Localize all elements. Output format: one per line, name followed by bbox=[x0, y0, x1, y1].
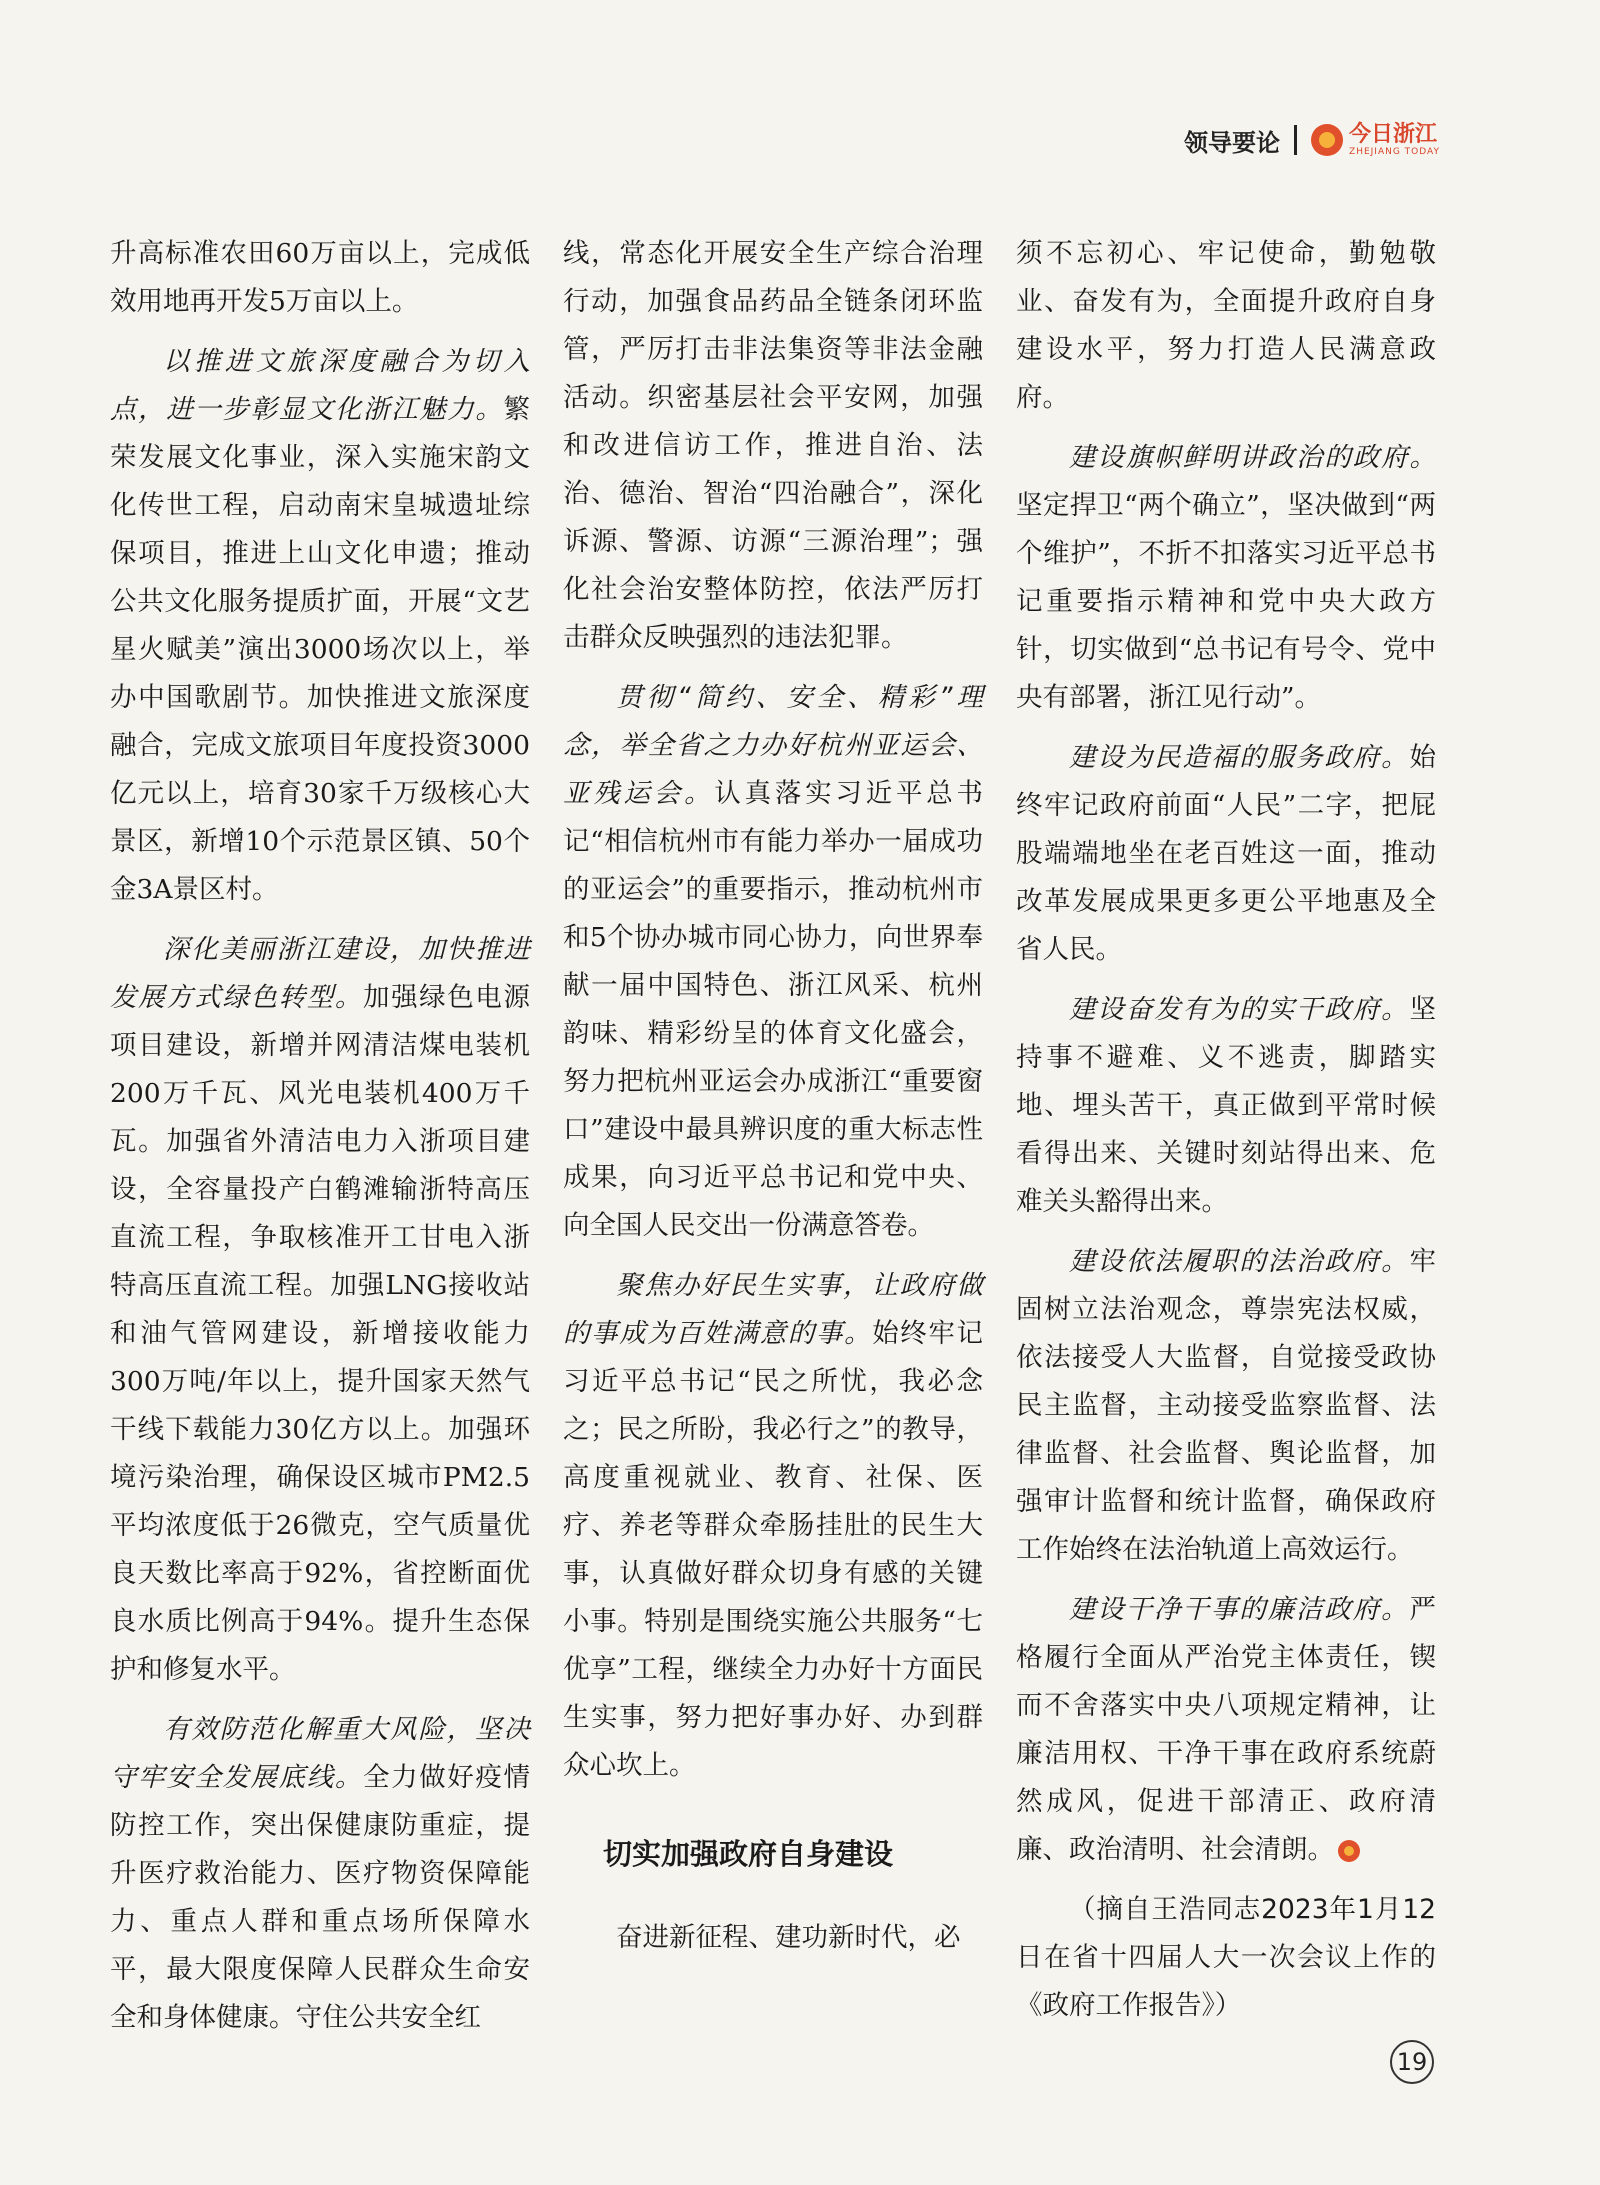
paragraph bbox=[110, 926, 530, 1694]
header-divider bbox=[1294, 125, 1297, 155]
paragraph-lead: 建设为民造福的服务政府。 bbox=[1069, 742, 1410, 773]
paragraph: 奋进新征程、建功新时代，必 bbox=[616, 1922, 961, 1953]
paragraph-lead: 聚焦办好民生实事，让政府做的事成为百姓满意的事。 bbox=[563, 1270, 983, 1349]
end-mark-icon bbox=[1338, 1840, 1360, 1862]
paragraph bbox=[563, 1262, 983, 1790]
paragraph-lead: 建设干净干事的廉洁政府。 bbox=[1069, 1594, 1410, 1625]
magazine-logo bbox=[1311, 123, 1440, 157]
paragraph bbox=[1016, 986, 1436, 1226]
page-header bbox=[1184, 120, 1440, 160]
paragraph-body: 全力做好疫情防控工作，突出保健康防重症，提升医疗救治能力、医疗物资保障能力、重点人群和重点场所保障水平，最大限度保障人民群众生命安全和身体健康。守住公共安全红 bbox=[110, 1762, 531, 2033]
paragraph: 线，常态化开展安全生产综合治理行动，加强食品药品全链条闭环监管，严厉打击非法集资等非法金融活动。织密基层社会平安网，加强和改进信访工作，推进自治、法治、德治、智治“四治融合”，深化诉源、警源、访源“三源治理”；强化社会治安整体防控，依法严厉打击群众反映强烈的违法犯罪。 bbox=[563, 238, 983, 653]
paragraph-body: 牢固树立法治观念，尊崇宪法权威，依法接受人大监督，自觉接受政协民主监督，主动接受监察监督、法律监督、社会监督、舆论监督，加强审计监督和统计监督，确保政府工作始终在法治轨道上高效运行。 bbox=[1016, 1246, 1436, 1565]
paragraph-lead: 建设奋发有为的实干政府。 bbox=[1069, 994, 1410, 1025]
column-2 bbox=[563, 230, 983, 1974]
paragraph bbox=[1016, 434, 1436, 722]
logo-en: ZHEJIANG TODAY bbox=[1349, 147, 1440, 157]
paragraph-body: 认真落实习近平总书记“相信杭州市有能力举办一届成功的亚运会”的重要指示，推动杭州市和5个协办城市同心协力，向世界奉献一届中国特色、浙江风采、杭州韵味、精彩纷呈的体育文化盛会，努力把杭州亚运会办成浙江“重要窗口”建设中最具辨识度的重大标志性成果，向习近平总书记和党中央、向全国人民交出一份满意答卷。 bbox=[563, 778, 984, 1241]
paragraph-lead: 建设依法履职的法治政府。 bbox=[1069, 1246, 1410, 1277]
page-number: 19 bbox=[1390, 2040, 1434, 2084]
paragraph: 须不忘初心、牢记使命，勤勉敬业、奋发有为，全面提升政府自身建设水平，努力打造人民满意政府。 bbox=[1016, 238, 1436, 413]
paragraph-lead: 深化美丽浙江建设，加快推进发展方式绿色转型。 bbox=[110, 934, 530, 1013]
paragraph bbox=[1016, 1238, 1436, 1574]
paragraph-body: 严格履行全面从严治党主体责任，锲而不舍落实中央八项规定精神，让廉洁用权、干净干事在政府系统蔚然成风，促进干部清正、政府清廉、政治清明、社会清朗。 bbox=[1016, 1594, 1436, 1865]
paragraph-body: 繁荣发展文化事业，深入实施宋韵文化传世工程，启动南宋皇城遗址综保项目，推进上山文化申遗；推动公共文化服务提质扩面，开展“文艺星火赋美”演出3000场次以上，举办中国歌剧节。加快推进文旅深度融合，完成文旅项目年度投资3000亿元以上，培育30家千万级核心大景区，新增10个示范景区镇、50个金3A景区村。 bbox=[110, 394, 530, 905]
paragraph bbox=[110, 1706, 530, 2042]
paragraph-body: 坚持事不避难、义不逃责，脚踏实地、埋头苦干，真正做到平常时候看得出来、关键时刻站得出来、危难关头豁得出来。 bbox=[1016, 994, 1436, 1217]
paragraph bbox=[1016, 734, 1436, 974]
column-3 bbox=[1016, 230, 1436, 2042]
section-subhead: 切实加强政府自身建设 bbox=[603, 1837, 894, 1871]
paragraph-lead: 建设旗帜鲜明讲政治的政府。 bbox=[1069, 442, 1436, 473]
paragraph-lead: 以推进文旅深度融合为切入点，进一步彰显文化浙江魅力。 bbox=[110, 346, 530, 425]
paragraph-lead: 有效防范化解重大风险，坚决守牢安全发展底线。 bbox=[110, 1714, 530, 1793]
logo-icon bbox=[1311, 124, 1343, 156]
paragraph-body: 加强绿色电源项目建设，新增并网清洁煤电装机200万千瓦、风光电装机400万千瓦。加强省外清洁电力入浙项目建设，全容量投产白鹤滩输浙特高压直流工程，争取核准开工甘电入浙特高压直流工程。加强LNG接收站和油气管网建设，新增接收能力300万吨/年以上，提升国家天然气干线下载能力30亿方以上。加强环境污染治理，确保设区城市PM2.5平均浓度低于26微克，空气质量优良天数比率高于92%，省控断面优良水质比例高于94%。提升生态保护和修复水平。 bbox=[110, 982, 531, 1685]
logo-text bbox=[1349, 123, 1440, 157]
logo-cn: 今日浙江 bbox=[1349, 121, 1438, 147]
paragraph-body: 坚定捍卫“两个确立”，坚决做到“两个维护”，不折不扣落实习近平总书记重要指示精神和党中央大政方针，切实做到“总书记有号令、党中央有部署，浙江见行动”。 bbox=[1016, 490, 1436, 713]
column-1 bbox=[110, 230, 530, 2054]
paragraph: 升高标准农田60万亩以上，完成低效用地再开发5万亩以上。 bbox=[110, 238, 530, 317]
paragraph bbox=[563, 674, 983, 1250]
paragraph bbox=[1016, 1586, 1436, 1874]
paragraph-body: 始终牢记政府前面“人民”二字，把屁股端端地坐在老百姓这一面，推动改革发展成果更多更公平地惠及全省人民。 bbox=[1016, 742, 1436, 965]
paragraph-lead: 贯彻“简约、安全、精彩”理念，举全省之力办好杭州亚运会、亚残运会。 bbox=[563, 682, 983, 809]
paragraph bbox=[110, 338, 530, 914]
paragraph-body: 始终牢记习近平总书记“民之所忧，我必念之；民之所盼，我必行之”的教导，高度重视就业、教育、社保、医疗、养老等群众牵肠挂肚的民生大事，认真做好群众切身有感的关键小事。特别是围绕实施公共服务“七优享”工程，继续全力办好十方面民生实事，努力把好事办好、办到群众心坎上。 bbox=[563, 1318, 984, 1781]
section-title: 领导要论 bbox=[1184, 128, 1281, 157]
source-note: （摘自王浩同志2023年1月12日在省十四届人大一次会议上作的《政府工作报告》） bbox=[1016, 1894, 1436, 2021]
